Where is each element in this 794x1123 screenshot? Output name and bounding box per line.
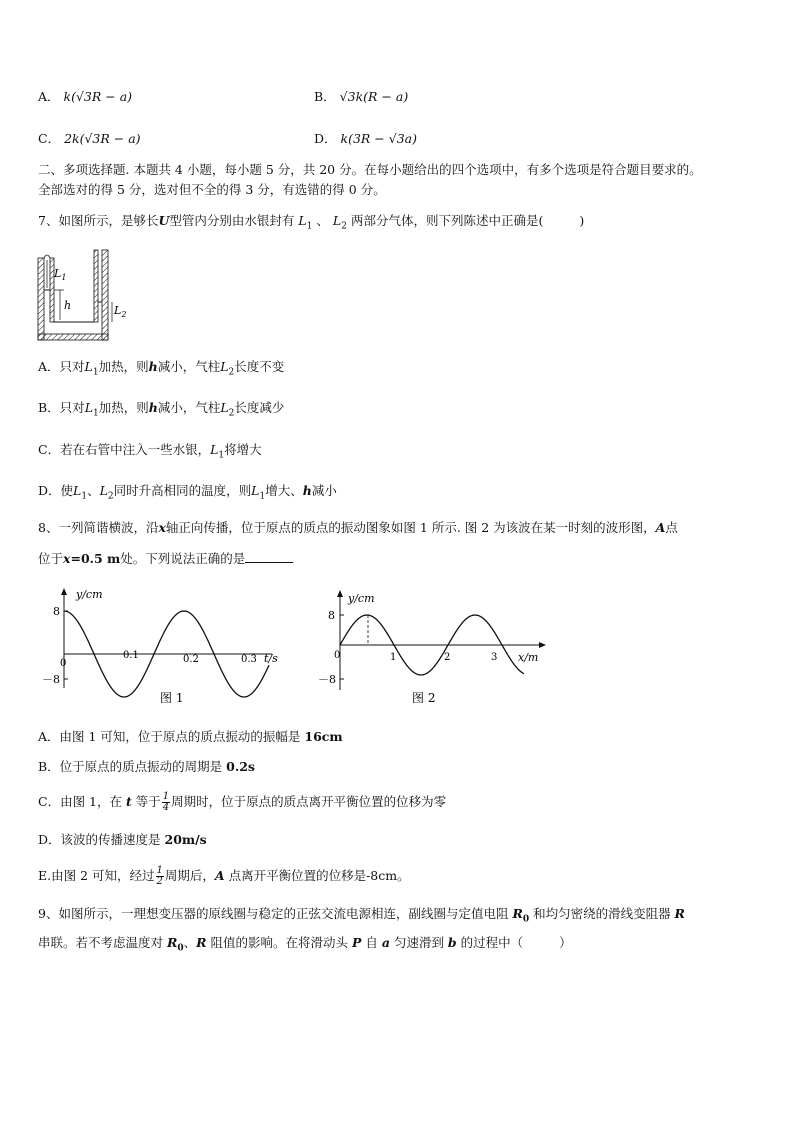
h-label: h xyxy=(64,299,72,312)
option-label: B． xyxy=(314,89,336,104)
option-subscript: 2 xyxy=(228,408,235,419)
origin-label: 0 xyxy=(60,658,67,669)
option-symbol: h xyxy=(302,483,312,498)
option-symbol: t xyxy=(125,794,132,809)
l1-label: $L_1$ xyxy=(54,267,67,282)
y-axis-label: y/cm xyxy=(76,588,103,601)
option-label: D． xyxy=(314,131,337,146)
q6-option-b xyxy=(314,88,408,106)
option-subscript: 1 xyxy=(92,367,99,378)
x-tick-label: 2 xyxy=(444,652,451,663)
l2-label: $L_2$ xyxy=(114,304,127,319)
stem-text: 8、一列简谐横波，沿 xyxy=(38,520,159,535)
stem-symbol: a xyxy=(381,935,390,950)
fraction-one-quarter xyxy=(162,792,170,813)
figure-caption: 图 2 xyxy=(412,691,436,705)
stem-symbol: U xyxy=(158,213,170,228)
stem-text: 的过程中（ xyxy=(456,935,524,950)
option-text: B．位于原点的质点振动的周期是 xyxy=(38,759,227,774)
stem-text: 9、如图所示，一理想变压器的原线圈与稳定的正弦交流电源相连，副线圈与定值电阻 xyxy=(38,906,513,921)
y-tick-label-neg: －8 xyxy=(318,673,336,686)
option-label: C． xyxy=(38,131,61,146)
option-symbol: L xyxy=(251,483,260,498)
y-axis-arrow xyxy=(61,588,67,595)
fraction-numerator: 1 xyxy=(162,791,170,802)
stem-symbol: P xyxy=(352,935,362,950)
bottom-wall xyxy=(38,334,108,340)
stem-subscript: 2 xyxy=(341,221,347,232)
figure-1-vibration-graph xyxy=(40,584,290,710)
stem-text: 点 xyxy=(665,520,678,535)
q8-option-c-row xyxy=(38,788,446,816)
y-tick-label-pos: 8 xyxy=(53,605,60,618)
option-text: D．使 xyxy=(38,483,74,498)
stem-symbol: x xyxy=(63,551,71,566)
stem-symbol: L xyxy=(332,213,342,228)
q6-option-a xyxy=(38,88,132,106)
stem-symbol: R xyxy=(196,935,207,950)
figure-caption: 图 1 xyxy=(160,691,184,705)
option-text: A．由图 1 可知，位于原点的质点振动的振幅是 xyxy=(38,729,305,744)
y-axis-arrow xyxy=(337,590,343,597)
q9-stem-line2 xyxy=(38,934,572,958)
stem-text: =0.5 m xyxy=(70,551,121,566)
q7-option-d xyxy=(38,482,337,506)
q7-option-a xyxy=(38,358,284,382)
option-expression: √3k(R − a) xyxy=(339,89,409,104)
stem-symbol: R xyxy=(674,906,685,921)
stem-text: 处。下列说法正确的是 xyxy=(120,551,246,566)
stem-text: 自 xyxy=(361,935,382,950)
stem-symbol: L xyxy=(298,213,307,228)
stem-text: 和均匀密绕的滑线变阻器 xyxy=(529,906,675,921)
stem-symbol: b xyxy=(447,935,457,950)
option-text: 等于 xyxy=(131,794,161,809)
option-symbol: L xyxy=(84,359,93,374)
option-symbol: L xyxy=(84,400,93,415)
stem-text: 7、如图所示，是够长 xyxy=(38,213,159,228)
option-symbol: L xyxy=(220,359,229,374)
option-label: A． xyxy=(38,89,60,104)
left-wall xyxy=(38,258,44,340)
stem-subscript: 0 xyxy=(177,943,184,954)
stem-symbol: R xyxy=(512,906,523,921)
option-text: C．若在右管中注入一些水银， xyxy=(38,442,211,457)
option-text: 点离开平衡位置的位移是-8cm。 xyxy=(224,868,410,883)
q7-option-b xyxy=(38,399,284,423)
option-value: 20m/s xyxy=(164,832,207,847)
stem-symbol: R xyxy=(166,935,178,950)
option-subscript: 2 xyxy=(228,367,235,378)
option-text: 长度减少 xyxy=(234,400,285,415)
y-axis-label: y/cm xyxy=(348,592,375,605)
section-heading-line1: 二、多项选择题. 本题共 4 小题，每小题 5 分，共 20 分。在每小题给出的四个选项中，有多个选项是符合题目要求的。 xyxy=(38,162,702,177)
option-text: A．只对 xyxy=(38,359,85,374)
stem-subscript: 1 xyxy=(306,221,313,232)
q8-option-a xyxy=(38,728,343,746)
fraction-one-half xyxy=(156,866,164,887)
x-axis-label: t/s xyxy=(264,652,278,665)
stem-text: 型管内分别由水银封有 xyxy=(169,213,295,228)
stem-text: ) xyxy=(579,213,585,228)
x-tick-label: 1 xyxy=(390,652,397,663)
stem-text: 轴正向传播，位于原点的质点的振动图象如图 1 所示. 图 2 为该波在某一时刻的波形图， xyxy=(165,520,656,535)
answer-blank xyxy=(245,550,293,563)
option-symbol: L xyxy=(73,483,82,498)
x-axis-label: x/m xyxy=(518,651,539,664)
stem-text: 两部分气体，则下列陈述中正确是( xyxy=(350,213,544,228)
q9-stem-line1 xyxy=(38,905,685,929)
option-text: D．该波的传播速度是 xyxy=(38,832,165,847)
option-value: 16cm xyxy=(304,729,343,744)
section-heading-line2: 全部选对的得 5 分，选对但不全的得 3 分，有选错的得 0 分。 xyxy=(38,182,386,197)
q8-option-d xyxy=(38,831,207,849)
x-tick-label: 0.2 xyxy=(183,654,199,665)
option-subscript: 1 xyxy=(259,491,266,502)
option-text: E.由图 2 可知，经过 xyxy=(38,868,155,883)
option-subscript: 2 xyxy=(107,491,114,502)
option-text: 长度不变 xyxy=(234,359,285,374)
option-subscript: 1 xyxy=(93,408,99,419)
fraction-denominator: 4 xyxy=(162,802,170,813)
stem-text: 、 xyxy=(316,213,329,228)
option-text: B．只对 xyxy=(38,400,85,415)
option-text: 减小，气柱 xyxy=(157,400,221,415)
x-tick-label: 0.3 xyxy=(241,654,257,665)
u-tube-diagram xyxy=(36,248,136,344)
option-symbol: h xyxy=(148,400,158,415)
q8-stem-line2 xyxy=(38,550,293,568)
option-symbol: L xyxy=(220,400,229,415)
stem-text: 匀速滑到 xyxy=(389,935,448,950)
q8-stem-line1 xyxy=(38,519,678,537)
q8-option-b xyxy=(38,758,255,776)
option-subscript: 1 xyxy=(81,491,88,502)
option-expression: k(√3R − a) xyxy=(63,89,133,104)
x-axis-arrow xyxy=(539,642,546,648)
option-symbol: h xyxy=(148,359,158,374)
option-symbol: A xyxy=(214,868,225,883)
stem-text: 阻值的影响。在将滑动头 xyxy=(206,935,352,950)
option-text: 加热，则 xyxy=(98,400,149,415)
stem-symbol: A xyxy=(655,520,666,535)
q7-stem xyxy=(38,212,584,236)
x-tick-label: 0.1 xyxy=(123,650,139,661)
stem-subscript: 0 xyxy=(522,914,530,925)
option-text: 减小，气柱 xyxy=(157,359,221,374)
stem-text: ） xyxy=(559,935,572,950)
option-value: 0.2s xyxy=(226,759,255,774)
q6-option-c xyxy=(38,130,141,148)
q6-option-d xyxy=(314,130,417,148)
option-expression: 2k(√3R − a) xyxy=(64,131,141,146)
option-symbol: L xyxy=(99,483,108,498)
q7-option-c xyxy=(38,441,262,465)
y-tick-label-pos: 8 xyxy=(328,609,335,622)
option-subscript: 1 xyxy=(218,450,225,461)
stem-symbol: x xyxy=(158,520,166,535)
option-text: 同时升高相同的温度，则 xyxy=(113,483,252,498)
stem-text: 串联。若不考虑温度对 xyxy=(38,935,167,950)
option-text: 加热，则 xyxy=(98,359,149,374)
option-text: 周期后， xyxy=(164,868,215,883)
stem-text: 、 xyxy=(183,935,197,950)
stem-text: 位于 xyxy=(38,551,64,566)
option-text: 减小 xyxy=(311,483,337,498)
fraction-numerator: 1 xyxy=(156,865,163,876)
option-text-spacer: C．由图 1，在 xyxy=(38,794,126,809)
origin-label: 0 xyxy=(334,650,341,661)
right-wall xyxy=(102,250,108,340)
option-text: 将增大 xyxy=(224,442,262,457)
q8-option-e xyxy=(38,862,410,890)
right-inner-wall xyxy=(94,250,98,322)
fraction-denominator: 2 xyxy=(156,876,163,887)
option-text: 增大、 xyxy=(265,483,303,498)
option-text: 、 xyxy=(87,483,100,498)
y-tick-label-neg: －8 xyxy=(42,673,60,686)
option-expression: k(3R − √3a) xyxy=(340,131,417,146)
sealed-top xyxy=(44,255,50,258)
figure-2-waveform-graph xyxy=(318,584,550,710)
option-text: 周期时，位于原点的质点离开平衡位置的位移为零 xyxy=(171,794,447,809)
option-symbol: L xyxy=(210,442,219,457)
x-tick-label: 3 xyxy=(491,652,498,663)
